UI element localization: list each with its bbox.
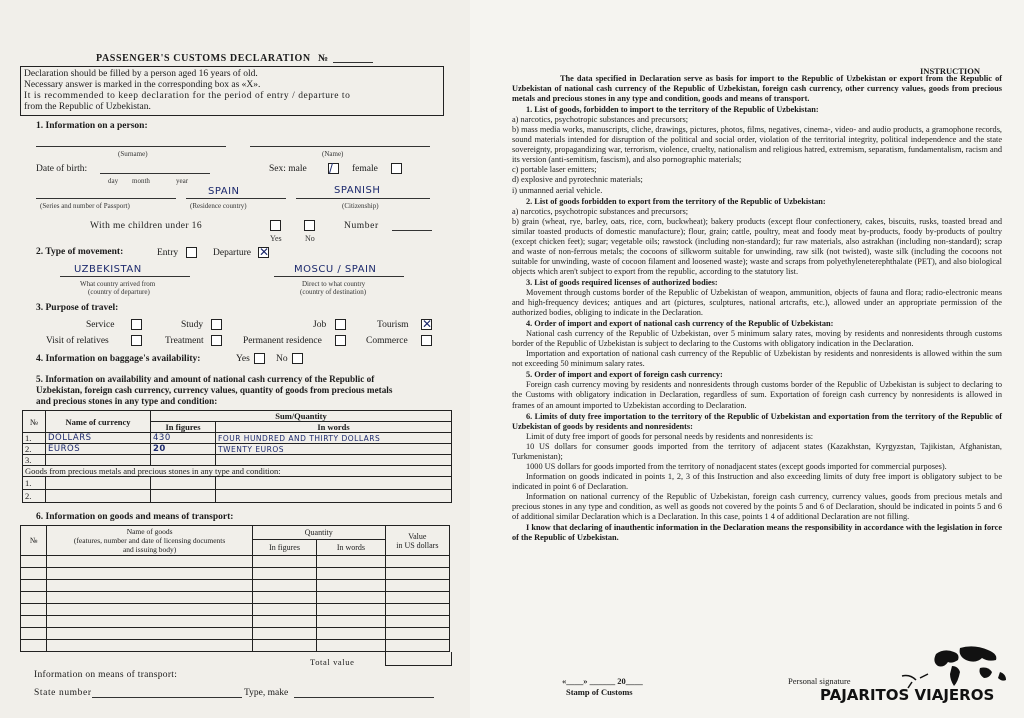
passport-field[interactable]	[36, 198, 176, 199]
section-5-title-2: Uzbekistan, foreign cash currency, currency values, quantity of goods from precious metals	[36, 385, 393, 395]
from-label-1: What country arrived from	[80, 280, 156, 288]
to-country-value: MOSCU / SPAIN	[294, 264, 377, 275]
instruction-item: d) explosive and pyrotechnic materials;	[512, 175, 643, 185]
goods-table	[20, 525, 450, 652]
type-make-label: Type, make	[244, 688, 289, 698]
instruction-item: c) portable laser emitters;	[512, 165, 597, 175]
children-label: With me children under 16	[90, 221, 202, 231]
instruction-body	[512, 64, 1002, 543]
study-label: Study	[181, 320, 204, 330]
instruction-title: INSTRUCTION	[920, 66, 980, 76]
currency-name[interactable]: EUROS	[46, 444, 151, 455]
baggage-no-checkbox[interactable]	[292, 353, 303, 364]
instruction-item: Foreign cash currency moving by residents and nonresidents through customs border of the Republic of Uzbekistan is subject to declaring to the Customs with obligatory indication in Declaration, regardless of sum. Exportation of foreign cash currency by nonresidents is allowed in frames of an amount imported to Uzbekistan according to Declaration.	[512, 380, 1002, 410]
treatment-label: Treatment	[165, 336, 204, 346]
study-checkbox[interactable]	[211, 319, 222, 330]
transport-label: Information on means of transport:	[34, 670, 178, 680]
to-label-1: Direct to what country	[302, 280, 366, 288]
instruction-heading: 2. List of goods forbidden to export from the territory of the Republic of Uzbekistan:	[526, 196, 826, 206]
instruction-item: a) narcotics, psychotropic substances and precursors;	[512, 206, 689, 216]
goods-col-words: In words	[317, 540, 386, 556]
table-row[interactable]	[21, 640, 450, 652]
passport-label: (Series and number of Passport)	[40, 202, 130, 210]
from-country-value: UZBEKISTAN	[74, 264, 142, 275]
row-number: 2.	[23, 490, 46, 503]
row-number: 3.	[23, 455, 46, 466]
from-label-2: (country of departure)	[88, 288, 150, 296]
instruction-item: Limit of duty free import of goods for personal needs by residents and nonresidents is:	[526, 431, 814, 441]
baggage-yes-checkbox[interactable]	[254, 353, 265, 364]
children-yes-label: Yes	[270, 234, 282, 243]
instruction-heading: I know that declaring of inauthentic information in the Declaration means the responsibility in accordance with the legislation in force of the Republic of Uzbekistan.	[512, 523, 1002, 543]
table-row[interactable]	[21, 568, 450, 580]
dob-month: month	[132, 177, 150, 185]
job-label: Job	[313, 320, 327, 330]
note-4: from the Republic of Uzbekistan.	[24, 102, 151, 112]
table-row[interactable]	[21, 556, 450, 568]
instruction-intro: The data specified in Declaration serve as basis for import to the Republic of Uzbekistan or export from the Republic of Uzbekistan of national cash currency of the Republic of Uzbekistan, foreign cash currency, other currency values, goods from precious metals and precious stones in any type and condition, goods and means of transport.	[512, 74, 1002, 104]
instruction-item: Information on national currency of the Republic of Uzbekistan, foreign cash currency, currency values, goods from precious metals and precious stones in any type and condition, as well as goods not covered by the points 5 and 6 of Declaration, should be indicated in points 5 and 6 of additional similar Declaration which is a Declaration. In this case, points 1 4 of additional Declaration are not filling.	[512, 491, 1002, 522]
goods-precious-title: Goods from precious metals and precious stones in any type and condition:	[23, 466, 452, 477]
instruction-item: b) mass media works, manuscripts, cliche, drawings, pictures, photos, films, negatives, cinema-, video- and audio products, a gramophone records, sound materials intended for disruption of the political and social order, violation of the territorial integrity, political independence and the state sovereignty, propagandizing war, terrorism, violence, cruelty, nationalism and religious hatred, extremism, separatism, fundamentalism, racism and its version (anti-semitism, fascism), and also pornographic materials;	[512, 125, 1002, 165]
instruction-heading: 1. List of goods, forbidden to import to the territory of the Republic of Uzbekistan:	[526, 105, 819, 115]
residence-value: SPAIN	[208, 186, 240, 197]
form-title: PASSENGER'S CUSTOMS DECLARATION	[96, 53, 311, 64]
entry-checkbox[interactable]	[186, 247, 197, 258]
citizenship-field[interactable]	[296, 198, 430, 199]
to-label-2: (country of destination)	[300, 288, 367, 296]
goods-col-quantity: Quantity	[252, 526, 385, 540]
world-map-icon	[816, 642, 1016, 712]
children-number-field[interactable]	[392, 230, 432, 231]
children-no-checkbox[interactable]	[304, 220, 315, 231]
total-value-field[interactable]	[385, 652, 452, 666]
permanent-checkbox[interactable]	[335, 335, 346, 346]
row-number: 1.	[23, 477, 46, 490]
from-country-field[interactable]	[60, 276, 190, 277]
baggage-yes-label: Yes	[236, 354, 250, 364]
service-checkbox[interactable]	[131, 319, 142, 330]
tourism-label: Tourism	[377, 320, 409, 330]
currency-figures[interactable]: 20	[151, 444, 216, 455]
type-make-field[interactable]	[294, 697, 434, 698]
instruction-heading: 5. Order of import and export of foreign cash currency:	[526, 370, 723, 380]
departure-label: Departure	[213, 248, 251, 258]
instruction-item: Movement through customs border of the Republic of Uzbekistan of weapon, ammunition, objects of fauna and flora; radio-electronic means and high-frequency devices; antiques and art (pictures, sculptures, national artcrafts, etc.), allowed under an appropriate permission of the authorized bodies, obliging to indicate in the Declaration.	[512, 287, 1002, 318]
table-row[interactable]	[23, 444, 452, 455]
goods-col-figures: In figures	[252, 540, 316, 556]
goods-words[interactable]	[216, 477, 452, 490]
to-country-field[interactable]	[274, 276, 404, 277]
table-row[interactable]	[21, 616, 450, 628]
section-2-title: 2. Type of movement:	[36, 247, 124, 257]
table-row[interactable]	[23, 455, 452, 466]
female-checkbox[interactable]	[391, 163, 402, 174]
commerce-label: Commerce	[366, 336, 408, 346]
section-5-title-1: 5. Information on availability and amount of national cash currency of the Republic of	[36, 374, 375, 384]
job-checkbox[interactable]	[335, 319, 346, 330]
visit-label: Visit of relatives	[46, 336, 109, 346]
dob-year: year	[176, 177, 189, 185]
currency-words[interactable]	[216, 455, 452, 466]
section-5-title-3: and precious stones in any type and condition:	[36, 396, 218, 406]
instruction-item: b) grain (wheat, rye, barley, oats, rice, corn, buckwheat); bakery products (except flour confectionery, cakes, biscuits, rusks, toasted bread and similar toasted products of domestic manufacture); flour, grain; cattle, poultry, meat and foody meat by-products, foody by-products of poultry (except chicken feet); sugar; vegetable oils; rawstock (including non-standard); fur raw materials, also astrakhan (including non-standard); scrap and waste of non-ferrous metals; the cocoons of silkworm suitable for unwinding, raw silk (not twisted), waste silk (including the cocoons not suitable for unwinding, waste of cocoon filament and loosened waste); waste and scraps from polyethyleneterephthalate (PET), and also biological objects which aren't subject to export from the republic, according to the statutory list.	[512, 216, 1002, 276]
goods-name[interactable]	[46, 490, 151, 503]
declaration-form-page	[0, 0, 470, 718]
citizenship-label: (Citizenship)	[342, 202, 379, 210]
table-row[interactable]	[23, 433, 452, 444]
sex-male-label: Sex: male	[269, 164, 307, 174]
table-row[interactable]	[21, 580, 450, 592]
goods-col-name: Name of goods (features, number and date of licensing documents and issuing body)	[47, 526, 253, 556]
surname-field[interactable]	[36, 146, 226, 147]
name-label: (Name)	[322, 150, 344, 158]
children-number-label: Number	[344, 221, 379, 231]
commerce-checkbox[interactable]	[421, 335, 432, 346]
service-label: Service	[86, 320, 115, 330]
section-1-title: 1. Information on a person:	[36, 121, 148, 131]
row-number: 2.	[23, 444, 46, 455]
treatment-checkbox[interactable]	[211, 335, 222, 346]
instruction-heading: 3. List of goods required licenses of authorized bodies:	[526, 277, 718, 287]
goods-figures[interactable]	[151, 490, 216, 503]
instruction-item: Importation and exportation of national cash currency of the Republic of Uzbekistan by residents and nonresidents is allowed within the sum not exceeding 50 minimum salary rates.	[512, 349, 1002, 369]
state-number-label: State number	[34, 688, 92, 698]
name-field[interactable]	[250, 146, 430, 147]
currency-col-no: №	[23, 411, 46, 433]
children-no-label: No	[305, 234, 315, 243]
row-number: 1.	[23, 433, 46, 444]
note-1: Declaration should be filled by a person aged 16 years of old.	[24, 69, 258, 79]
goods-words[interactable]	[216, 490, 452, 503]
currency-col-sum: Sum/Quantity	[151, 411, 452, 422]
currency-figures[interactable]	[151, 455, 216, 466]
table-row[interactable]	[21, 592, 450, 604]
currency-words[interactable]: FOUR HUNDRED AND THIRTY DOLLARS	[216, 433, 452, 444]
goods-col-value: Value in US dollars	[385, 526, 449, 556]
notes-box	[20, 66, 444, 116]
state-number-field[interactable]	[92, 697, 242, 698]
goods-name[interactable]	[46, 477, 151, 490]
date-line: «____» ______ 20____	[562, 676, 643, 686]
surname-label: (Surname)	[118, 150, 148, 158]
instruction-item: 1000 US dollars for goods imported from the territory of nonadjacent states (except goods imported for commercial purposes).	[526, 461, 947, 471]
signature-label: Personal signature	[788, 676, 851, 686]
permanent-label: Permanent residence	[243, 336, 322, 346]
note-3: It is recommended to keep declaration for the period of entry / departure to	[24, 91, 351, 101]
baggage-no-label: No	[276, 354, 288, 364]
currency-col-words: In words	[216, 422, 452, 433]
currency-col-figures: In figures	[151, 422, 216, 433]
instruction-page	[470, 0, 1024, 718]
currency-name[interactable]: DOLLARS	[46, 433, 151, 444]
instruction-item: 10 US dollars for consumer goods imported from the territory of adjacent states (Kazakhstan, Kyrgyzstan, Tajikistan, Afghanistan, Turkmenistan);	[512, 441, 1002, 461]
currency-name[interactable]	[46, 455, 151, 466]
dob-label: Date of birth:	[36, 164, 88, 174]
table-row[interactable]	[23, 490, 452, 503]
form-number-label: №	[318, 53, 329, 64]
currency-figures[interactable]: 430	[151, 433, 216, 444]
entry-label: Entry	[157, 248, 179, 258]
instruction-item: National cash currency of the Republic of Uzbekistan, over 5 minimum salary rates, moving by residents and nonresidents through customs border of the Republic of Uzbekistan is subject to declaring to the Customs with obligatory indication in the Declaration.	[512, 329, 1002, 349]
citizenship-value: SPANISH	[334, 185, 381, 196]
male-check-mark: /	[329, 161, 334, 175]
visit-checkbox[interactable]	[131, 335, 142, 346]
note-2: Necessary answer is marked in the corresponding box as «X».	[24, 80, 261, 90]
pajaritos-viajeros-logo	[816, 642, 1016, 712]
currency-col-name: Name of currency	[46, 411, 151, 433]
section-4-title: 4. Information on baggage's availability:	[36, 354, 201, 364]
residence-label: (Residence country)	[190, 202, 247, 210]
dob-day: day	[108, 177, 119, 185]
section-6-title: 6. Information on goods and means of transport:	[36, 512, 234, 522]
departure-check-mark: ✕	[259, 245, 270, 259]
currency-table	[22, 410, 452, 503]
table-row[interactable]	[21, 628, 450, 640]
table-row[interactable]	[23, 477, 452, 490]
stamp-label: Stamp of Customs	[566, 687, 633, 697]
sex-female-label: female	[352, 164, 378, 174]
instruction-item: Information on goods indicated in points 1, 2, 3 of this Instruction and also exceeding limits of duty free import is obligatory subject to be indicated in point 6 of Declaration.	[512, 471, 1002, 491]
table-row[interactable]	[21, 604, 450, 616]
logo-text: PAJARITOS VIAJEROS	[820, 686, 995, 704]
goods-col-no: №	[21, 526, 47, 556]
residence-field[interactable]	[186, 198, 286, 199]
goods-figures[interactable]	[151, 477, 216, 490]
tourism-check-mark: ✕	[422, 317, 433, 331]
dob-field[interactable]	[100, 173, 210, 174]
section-3-title: 3. Purpose of travel:	[36, 303, 119, 313]
form-number-field[interactable]	[333, 62, 373, 63]
instruction-heading: 4. Order of import and export of national cash currency of the Republic of Uzbekistan:	[526, 319, 834, 329]
children-yes-checkbox[interactable]	[270, 220, 281, 231]
instruction-heading: 6. Limits of duty free importation to the territory of the Republic of Uzbekistan and exportation from the territory of the Republic of Uzbekistan of goods by residents and nonresidents:	[512, 411, 1002, 431]
instruction-item: i) unmanned aerial vehicle.	[512, 185, 603, 195]
total-value-label: Total value	[310, 657, 355, 667]
currency-words[interactable]: TWENTY EUROS	[216, 444, 452, 455]
instruction-item: a) narcotics, psychotropic substances and precursors;	[512, 115, 689, 125]
